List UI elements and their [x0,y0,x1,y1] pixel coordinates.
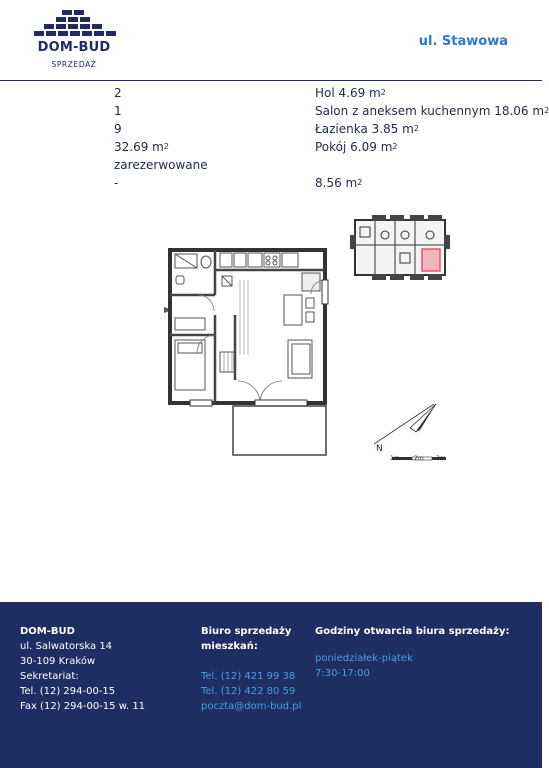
brand-subtitle: SPRZEDAŻ [51,60,97,69]
footer-sales-title: mieszkań: [201,641,258,652]
compass-scale [370,400,450,465]
footer-company-title: DOM-BUD [20,626,75,637]
floor-plan [160,240,340,460]
scale-tick: 1m [390,455,400,462]
room-item: Hol 4.69 $m^2$ [315,86,386,100]
north-label: N [376,444,383,454]
scale-tick: 3m [436,455,446,462]
scale-tick: 2m [414,455,424,462]
price-value: - [114,176,119,190]
footer [0,602,542,768]
room-item: Salon z aneksem kuchennym 18.06 $m^2$ [315,104,549,118]
footer-hours-line: 7:30-17:00 [315,668,370,679]
footer-hours [315,624,510,681]
footer-company [20,624,145,714]
building-key-plan [350,215,455,285]
sales-phone-link[interactable]: Tel. (12) 421 99 38 [201,671,296,682]
status-value: zarezerwowane [114,158,208,172]
street-name: ul. Stawowa [418,34,508,49]
sales-phone-link[interactable]: Tel. (12) 422 80 59 [201,686,296,697]
footer-company-line: Fax (12) 294-00-15 w. 11 [20,701,146,712]
room-item: Łazienka 3.85 $m^2$ [315,122,419,136]
brand-name: DOM-BUD [37,40,111,55]
balcony-outline [233,406,326,455]
apartment-highlight [422,249,440,271]
footer-company-line: Sekretariat: [20,671,79,682]
footer-company-line: Tel. (12) 294-00-15 [20,686,116,697]
area-value: 32.69 $m^2$ [114,140,169,154]
room-item: Pokój 6.09 $m^2$ [315,140,398,154]
building-value: 2 [114,86,122,100]
floor-value: 1 [114,104,122,118]
balcony-value: 8.56 $m^2$ [315,176,363,190]
footer-sales [201,624,301,714]
footer-hours-title: Godziny otwarcia biura sprzedaży: [315,626,510,637]
brick-logo-icon [32,10,116,40]
footer-sales-title: Biuro sprzedaży [201,626,292,637]
company-logo [32,10,116,70]
apartment-value: 9 [114,122,122,136]
footer-hours-line: poniedziałek-piątek [315,653,413,664]
footer-company-line: ul. Salwatorska 14 [20,641,113,652]
footer-company-line: 30-109 Kraków [20,656,96,667]
sales-email-link[interactable]: poczta@dom-bud.pl [201,701,302,712]
header-divider [0,80,542,81]
